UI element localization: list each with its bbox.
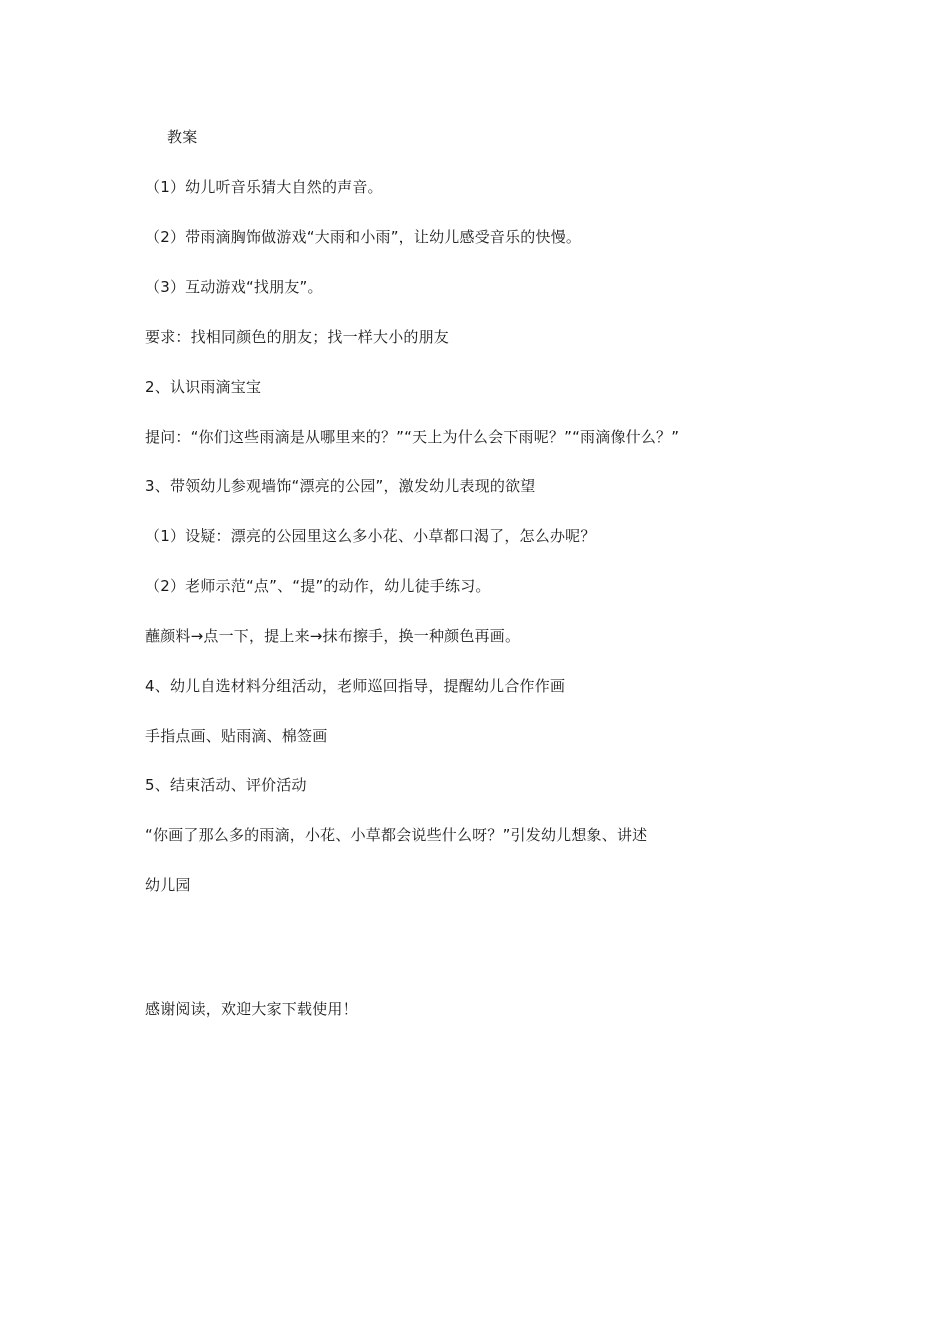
section-heading-2: 2、认识雨滴宝宝 [145,378,262,396]
text-line-step-2: （2）老师示范“点”、“提”的动作，幼儿徒手练习。 [145,577,491,595]
text-line-procedure: 蘸颜料→点一下，提上来→抹布擦手，换一种颜色再画。 [145,627,521,645]
text-line-activity-1: （1）幼儿听音乐猜大自然的声音。 [145,178,383,196]
text-line-questions: 提问：“你们这些雨滴是从哪里来的？”“天上为什么会下雨呢？”“雨滴像什么？” [145,428,680,446]
text-line-materials: 手指点画、贴雨滴、棉签画 [145,727,328,745]
text-line-kindergarten: 幼儿园 [145,876,191,894]
text-line-step-1: （1）设疑：漂亮的公园里这么多小花、小草都口渴了，怎么办呢？ [145,527,596,545]
text-line-requirement: 要求：找相同颜色的朋友；找一样大小的朋友 [145,328,450,346]
section-heading-4: 4、幼儿自选材料分组活动，老师巡回指导，提醒幼儿合作作画 [145,677,566,695]
document-title: 教案 [167,128,198,146]
closing-note: 感谢阅读，欢迎大家下载使用！ [145,1000,358,1018]
section-heading-5: 5、结束活动、评价活动 [145,776,307,794]
text-line-activity-2: （2）带雨滴胸饰做游戏“大雨和小雨”，让幼儿感受音乐的快慢。 [145,228,582,246]
text-line-activity-3: （3）互动游戏“找朋友”。 [145,278,323,296]
text-line-discussion: “你画了那么多的雨滴，小花、小草都会说些什么呀？”引发幼儿想象、讲述 [145,826,648,844]
section-heading-3: 3、带领幼儿参观墙饰“漂亮的公园”，激发幼儿表现的欲望 [145,477,536,495]
